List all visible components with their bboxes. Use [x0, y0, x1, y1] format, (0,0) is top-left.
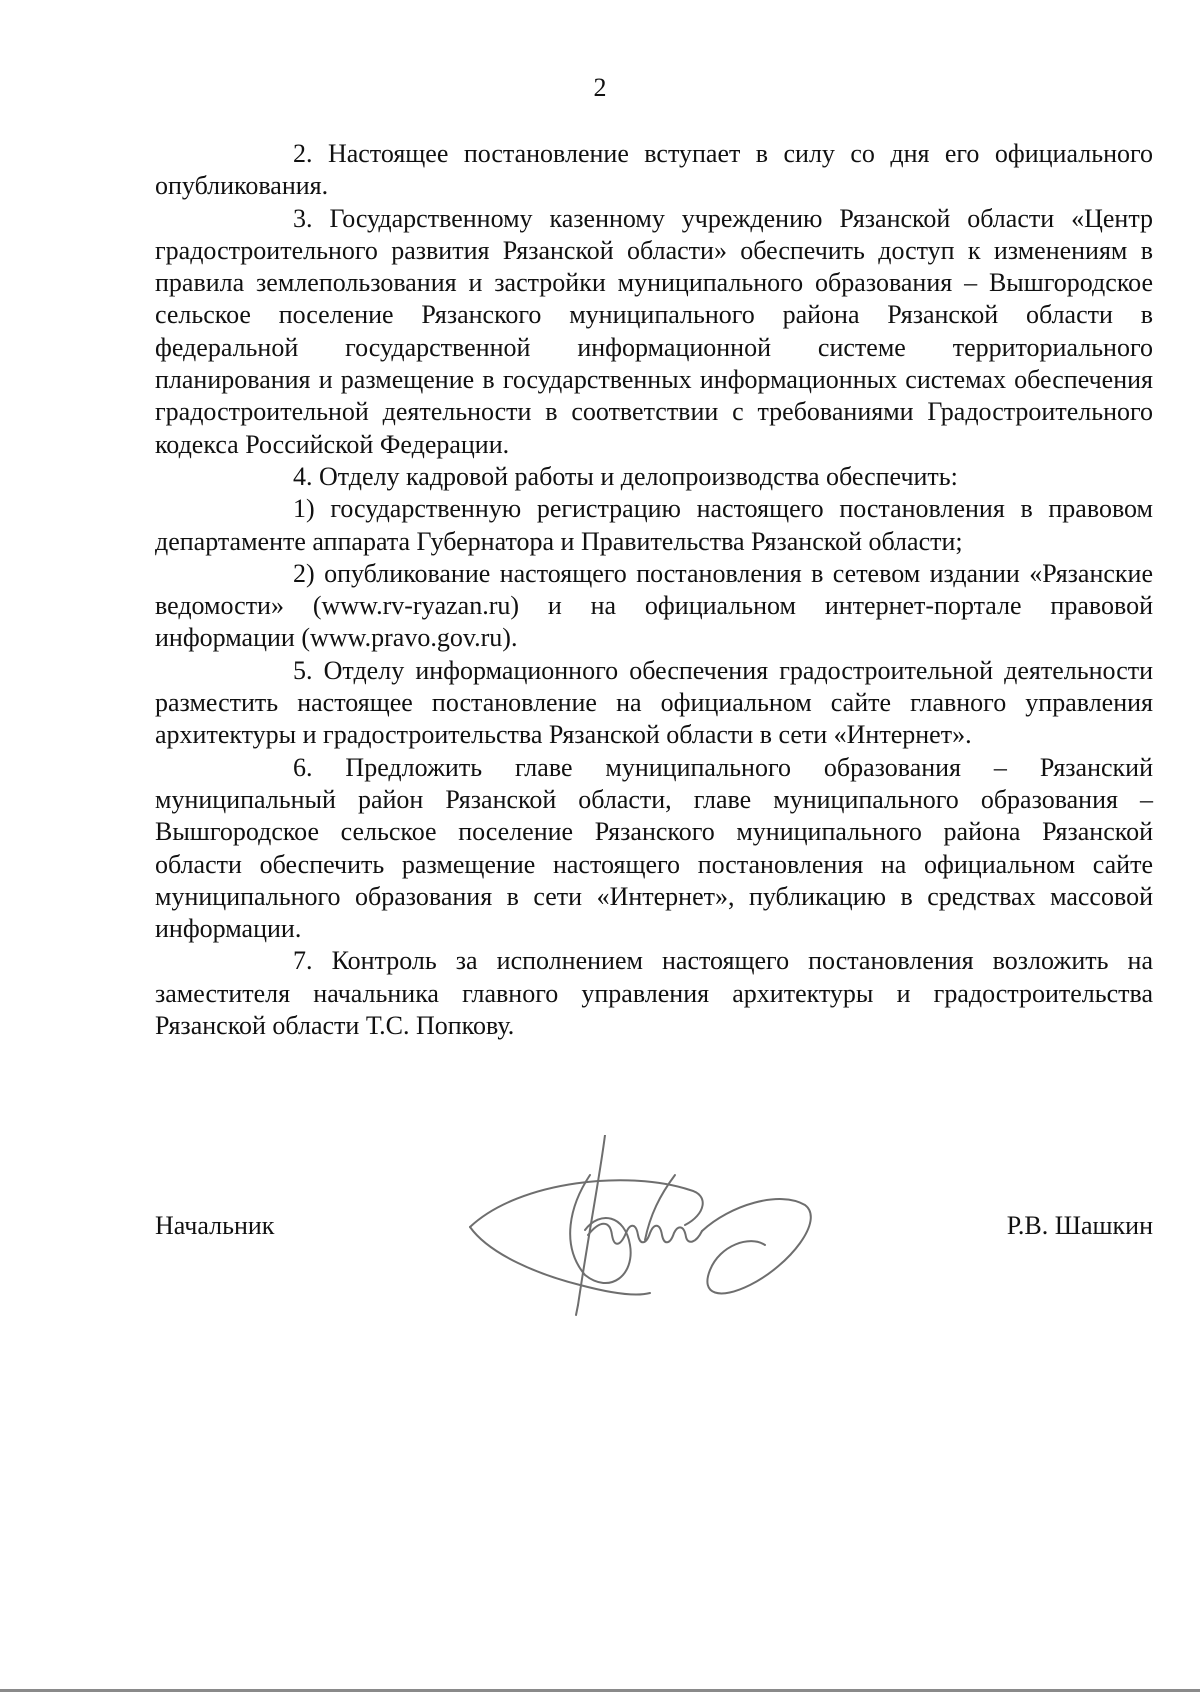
paragraph-number: 2. [293, 139, 313, 168]
paragraph-text: Отделу кадровой работы и делопроизводства обеспечить: [319, 461, 958, 491]
paragraph-4-1 [155, 493, 1153, 558]
signatory-name: Р.В. Шашкин [1006, 1211, 1153, 1240]
paragraph-text: опубликование настоящего постановления в сетевом издании «Рязанские ведомости» (www.rv-ryazan.ru) и на официальном интернет-портале правовой информации (www.pravo.gov.ru). [155, 558, 1154, 653]
paragraph-5 [155, 655, 1153, 752]
paragraph-number: 6. [293, 752, 313, 782]
paragraph-text: Отделу информационного обеспечения градостроительной деятельности разместить настоящее постановление на официальном сайте главного управления архитектуры и градостроительства Рязанской области в сети «Интернет». [155, 655, 1154, 750]
signature-block [155, 1210, 1153, 1250]
paragraph-4-2 [155, 558, 1153, 655]
paragraph-6 [155, 752, 1153, 946]
paragraph-4 [155, 461, 1153, 493]
paragraph-number: 4. [293, 461, 313, 491]
paragraph-number: 3. [293, 203, 313, 233]
paragraph-text: Настоящее постановление вступает в силу со дня его официального опубликования. [155, 139, 1153, 201]
paragraph-3 [155, 203, 1153, 461]
paragraph-number: 7. [293, 946, 313, 976]
paragraph-text: Государственному казенному учреждению Рязанской области «Центр градостроительного развития Рязанской области» обеспечить доступ к изменениям в правила землепользования и застройки муниципального образования – Вышгородское сельское поселение Рязанского муниципального района Рязанской области в федеральной государственной информационной системе территориального планирования и размещение в государственных информационных системах обеспечения градостроительной деятельности в соответствии с требованиями Градостроительного кодекса Российской Федерации. [155, 203, 1153, 459]
signatory-position: Начальник [155, 1211, 275, 1240]
paragraph-number: 2) [293, 558, 315, 588]
paragraph-text: Предложить главе муниципального образования – Рязанский муниципальный район Рязанской области, главе муниципального образования – Вышгородское сельское поселение Рязанского муниципального района Рязанской области обеспечить размещение настоящего постановления на официальном сайте муниципального образования в сети «Интернет», публикацию в средствах массовой информации. [155, 752, 1153, 944]
scan-edge-line [0, 1689, 1200, 1692]
paragraph-text: государственную регистрацию настоящего постановления в правовом департаменте аппарата Губернатора и Правительства Рязанской области; [155, 494, 1154, 556]
document-body [155, 138, 1153, 1042]
paragraph-2 [155, 138, 1153, 203]
paragraph-7 [155, 945, 1153, 1042]
paragraph-number: 5. [293, 655, 313, 685]
paragraph-text: Контроль за исполнением настоящего постановления возложить на заместителя начальника главного управления архитектуры и градостроительства Рязанской области Т.С. Попкову. [155, 946, 1153, 1041]
page-number: 2 [593, 73, 607, 102]
paragraph-number: 1) [293, 494, 315, 524]
